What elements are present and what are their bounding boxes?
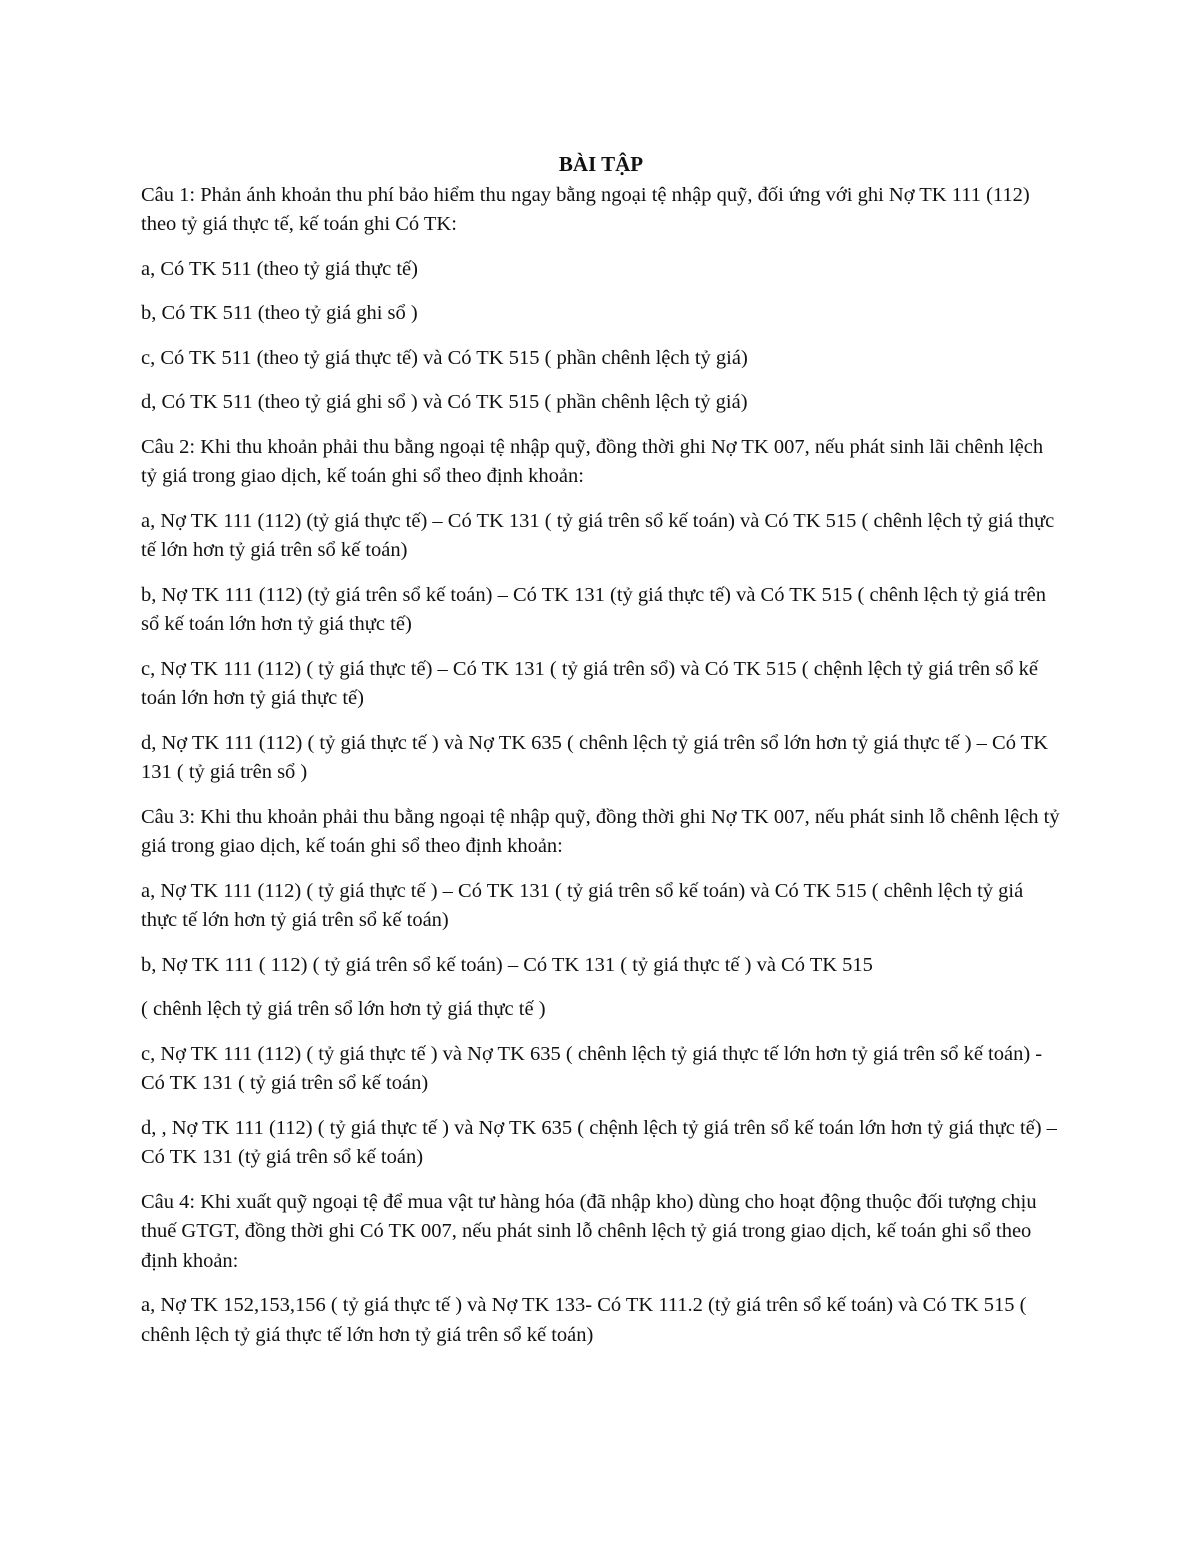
answer-option: a, Nợ TK 111 (112) (tỷ giá thực tế) – Có TK 131 ( tỷ giá trên sổ kế toán) và Có TK 515 ( chênh lệch tỷ giá thực tế lớn hơn tỷ giá trên sổ kế toán): [141, 509, 1055, 561]
answer-option: c, Nợ TK 111 (112) ( tỷ giá thực tế ) và Nợ TK 635 ( chênh lệch tỷ giá thực tế lớn hơn tỷ giá trên sổ kế toán) - Có TK 131 ( tỷ giá trên sổ kế toán): [141, 1042, 1043, 1094]
question-1: Câu 1: Phản ánh khoản thu phí bảo hiểm thu ngay bằng ngoại tệ nhập quỹ, đối ứng với ghi Nợ TK 111 (112) theo tỷ giá thực tế, kế toán ghi Có TK:: [141, 183, 1030, 235]
answer-option: c, Nợ TK 111 (112) ( tỷ giá thực tế) – Có TK 131 ( tỷ giá trên sổ) và Có TK 515 ( chệnh lệch tỷ giá trên sổ kế toán lớn hơn tỷ giá thực tế): [141, 657, 1038, 709]
answer-option: d, , Nợ TK 111 (112) ( tỷ giá thực tế ) và Nợ TK 635 ( chệnh lệch tỷ giá trên sổ kế toán lớn hơn tỷ giá thực tế) – Có TK 131 (tỷ giá trên sổ kế toán): [141, 1116, 1057, 1168]
answer-option: a, Nợ TK 152,153,156 ( tỷ giá thực tế ) và Nợ TK 133- Có TK 111.2 (tỷ giá trên sổ kế toán) và Có TK 515 ( chênh lệch tỷ giá thực tế lớn hơn tỷ giá trên sổ kế toán): [141, 1294, 1027, 1346]
answer-option: c, Có TK 511 (theo tỷ giá thực tế) và Có TK 515 ( phần chênh lệch tỷ giá): [141, 346, 748, 369]
question-3: Câu 3: Khi thu khoản phải thu bằng ngoại tệ nhập quỹ, đồng thời ghi Nợ TK 007, nếu phát sinh lỗ chênh lệch tỷ giá trong giao dịch, kế toán ghi sổ theo định khoản:: [141, 805, 1060, 857]
question-4: Câu 4: Khi xuất quỹ ngoại tệ để mua vật tư hàng hóa (đã nhập kho) dùng cho hoạt động thuộc đối tượng chịu thuế GTGT, đồng thời ghi Có TK 007, nếu phát sinh lỗ chênh lệch tỷ giá trong giao dịch, kế toán ghi sổ theo định khoản:: [141, 1190, 1037, 1272]
answer-option: a, Có TK 511 (theo tỷ giá thực tế): [141, 257, 418, 280]
answer-option: b, Có TK 511 (theo tỷ giá ghi sổ ): [141, 302, 418, 324]
document-body: [141, 150, 1061, 1365]
answer-option-continuation: ( chênh lệch tỷ giá trên sổ lớn hơn tỷ giá thực tế ): [141, 998, 546, 1020]
question-2: Câu 2: Khi thu khoản phải thu bằng ngoại tệ nhập quỹ, đồng thời ghi Nợ TK 007, nếu phát sinh lãi chênh lệch tỷ giá trong giao dịch, kế toán ghi sổ theo định khoản:: [141, 435, 1044, 487]
answer-option: d, Nợ TK 111 (112) ( tỷ giá thực tế ) và Nợ TK 635 ( chênh lệch tỷ giá trên sổ lớn hơn tỷ giá thực tế ) – Có TK 131 ( tỷ giá trên sổ ): [141, 731, 1049, 783]
answer-option: b, Nợ TK 111 (112) (tỷ giá trên sổ kế toán) – Có TK 131 (tỷ giá thực tế) và Có TK 515 ( chênh lệch tỷ giá trên sổ kế toán lớn hơn tỷ giá thực tế): [141, 583, 1046, 635]
answer-option: a, Nợ TK 111 (112) ( tỷ giá thực tế ) – Có TK 131 ( tỷ giá trên sổ kế toán) và Có TK 515 ( chênh lệch tỷ giá thực tế lớn hơn tỷ giá trên sổ kế toán): [141, 879, 1024, 931]
answer-option: d, Có TK 511 (theo tỷ giá ghi sổ ) và Có TK 515 ( phần chênh lệch tỷ giá): [141, 391, 748, 413]
page-title: BÀI TẬP: [558, 152, 644, 176]
answer-option: b, Nợ TK 111 ( 112) ( tỷ giá trên sổ kế toán) – Có TK 131 ( tỷ giá thực tế ) và Có TK 515: [141, 953, 873, 976]
